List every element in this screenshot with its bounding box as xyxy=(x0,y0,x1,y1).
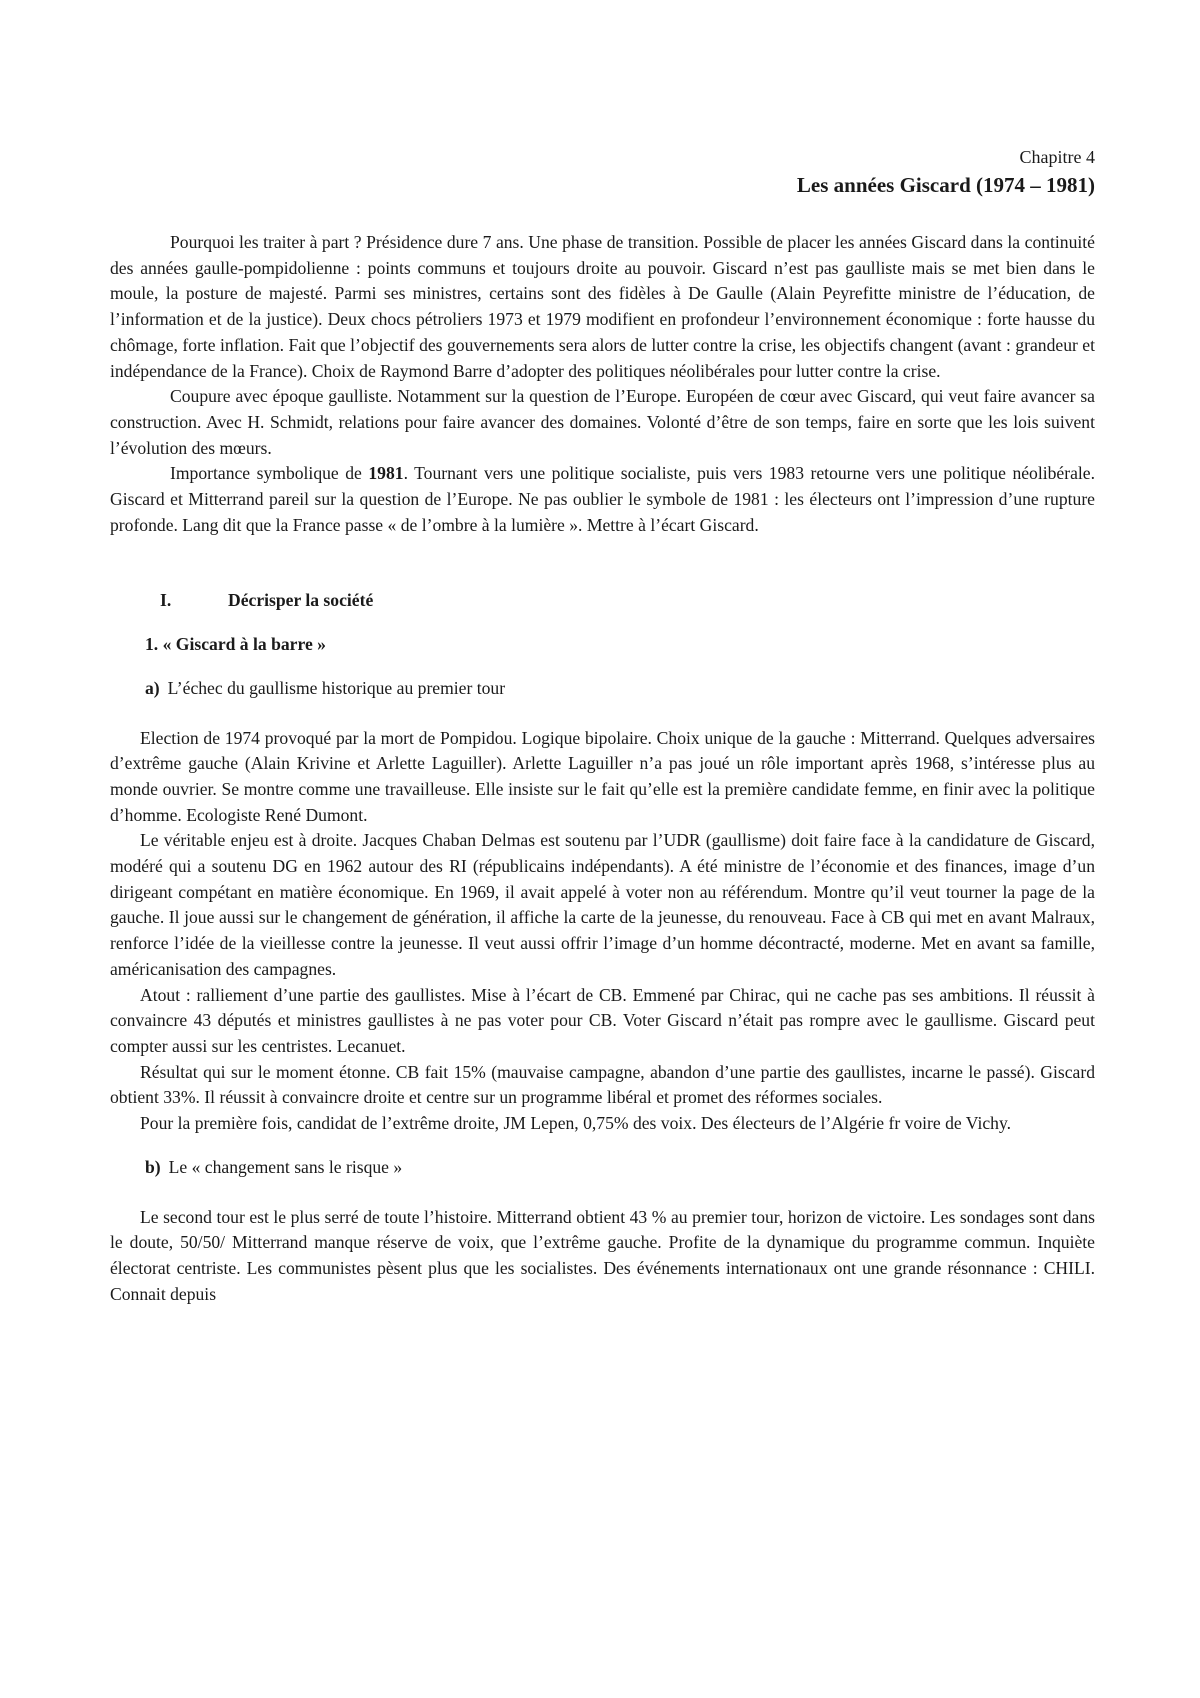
section-number: I. xyxy=(160,590,172,611)
subsubsection-title-a: L’échec du gaullisme historique au premier tour xyxy=(167,677,506,698)
subsubsection-letter-b: b) xyxy=(145,1156,161,1177)
chapter-label: Chapitre 4 xyxy=(1019,147,1095,167)
intro-paragraph-1: Pourquoi les traiter à part ? Présidence dure 7 ans. Une phase de transition. Possible de placer les années Giscard dans la continuité des années gaulle-pompidolienne : points communs et toujours droite au pouvoir. Giscard n’est pas gaulliste mais se met bien dans le moule, la posture de majesté. Parmi ses ministres, certains sont des fidèles à De Gaulle (Alain Peyrefitte ministre de l’éducation, de l’information et de la justice). Deux chocs pétroliers 1973 et 1979 modifient en profondeur l’environnement économique : forte hausse du chômage, forte inflation. Fait que l’objectif des gouvernements sera alors de lutter contre la crise, les objectifs changent (avant : grandeur et indépendance de la France). Choix de Raymond Barre d’adopter des politiques néolibérales pour lutter contre la crise. xyxy=(110,232,1095,381)
subsubsection-title-b: Le « changement sans le risque » xyxy=(168,1156,403,1177)
body-paragraph: Election de 1974 provoqué par la mort de Pompidou. Logique bipolaire. Choix unique de la gauche : Mitterrand. Quelques adversaires d’extrême gauche (Alain Krivine et Arlette Laguiller). Arlette Laguiller n’a pas joué un rôle important après 1968, s’intéresse plus au monde ouvrier. Se montre comme une travailleuse. Elle insiste sur le fait qu’elle est la première candidate femme, en finir avec la politique d’homme. Ecologiste René Dumont. xyxy=(110,727,1095,825)
subsubsection-heading-a xyxy=(145,676,1095,702)
intro-paragraph-3 xyxy=(110,461,1095,538)
body-paragraph: Le véritable enjeu est à droite. Jacques Chaban Delmas est soutenu par l’UDR (gaullisme) doit faire face à la candidature de Giscard, modéré qui a soutenu DG en 1962 autour des RI (républicains indépendants). A été ministre de l’économie et des finances, image d’un dirigeant compétant en matière économique. En 1969, il avait appelé à voter non au référendum. Montre qu’il veut tourner la page de la gauche. Il joue aussi sur le changement de génération, il affiche la carte de la jeunesse, du renouveau. Face à CB qui met en avant Malraux, renforce l’idée de la vieillesse contre la jeunesse. Il veut aussi offrir l’image d’un homme décontracté, moderne. Met en avant sa famille, américanisation des campagnes. xyxy=(110,830,1095,979)
section-heading xyxy=(110,588,1095,614)
intro-p3-start: Importance symbolique de xyxy=(170,463,369,484)
subsubsection-heading-b xyxy=(145,1155,1095,1181)
intro-p3-end: . Tournant vers une politique socialiste, puis vers 1983 retourne vers une politique néolibérale. Giscard et Mitterrand pareil sur la question de l’Europe. Ne pas oublier le symbole de 1981 : les électeurs ont l’impression d’une rupture profonde. Lang dit que la France passe « de l’ombre à la lumière ». Mettre à l’écart Giscard. xyxy=(110,463,1096,535)
body-paragraph: Résultat qui sur le moment étonne. CB fait 15% (mauvaise campagne, abandon d’une partie des gaullistes, incarne le passé). Giscard obtient 33%. Il réussit à convaincre droite et centre sur un programme libéral et promet des réformes sociales. xyxy=(110,1061,1095,1108)
body-paragraph: Atout : ralliement d’une partie des gaullistes. Mise à l’écart de CB. Emmené par Chirac, qui ne cache pas ses ambitions. Il réussit à convaincre 43 députés et ministres gaullistes à ne pas voter pour CB. Voter Giscard n’était pas rompre avec le gaullisme. Giscard peut compter aussi sur les centristes. Lecanuet. xyxy=(110,984,1095,1056)
intro-paragraph-2: Coupure avec époque gaulliste. Notamment sur la question de l’Europe. Européen de cœur avec Giscard, qui veut faire avancer sa construction. Avec H. Schmidt, relations pour faire avancer des domaines. Volonté d’être de son temps, faire en sorte que les lois suivent l’évolution des mœurs. xyxy=(110,386,1095,458)
body-paragraph: Pour la première fois, candidat de l’extrême droite, JM Lepen, 0,75% des voix. Des électeurs de l’Algérie fr voire de Vichy. xyxy=(140,1113,1012,1134)
chapter-title: Les années Giscard (1974 – 1981) xyxy=(796,173,1095,197)
section-title: Décrisper la société xyxy=(228,590,374,611)
document-page xyxy=(110,145,1095,1307)
subsection-heading: 1. « Giscard à la barre » xyxy=(145,634,326,655)
year-1981-emphasis: 1981 xyxy=(368,463,404,484)
subsubsection-letter-a: a) xyxy=(145,677,160,698)
body-paragraph: Le second tour est le plus serré de toute l’histoire. Mitterrand obtient 43 % au premier tour, horizon de victoire. Les sondages sont dans le doute, 50/50/ Mitterrand manque réserve de voix, que l’extrême gauche. Profite de la dynamique du programme commun. Inquiète électorat centriste. Les communistes pèsent plus que les socialistes. Des événements internationaux ont une grande résonnance : CHILI. Connait depuis xyxy=(110,1206,1095,1304)
